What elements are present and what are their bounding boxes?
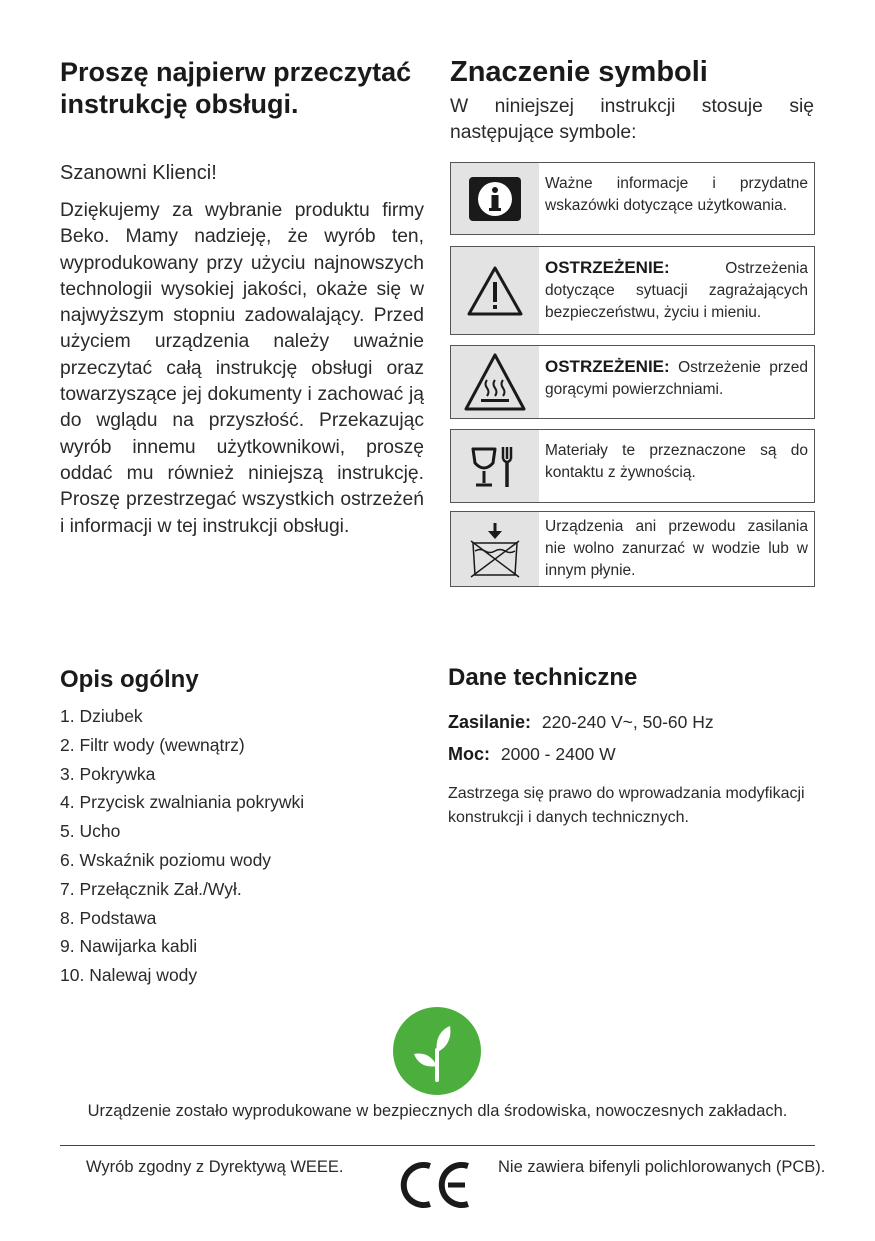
- symbol-immersion-text: Urządzenia ani przewodu zasilania nie wolno zanurzać w wodzie lub w innym płynie.: [545, 518, 808, 579]
- technical-note: Zastrzega się prawo do wprowadzania modyfikacji konstrukcji i danych technicznych.: [448, 785, 805, 826]
- power-supply-label: Zasilanie:: [448, 712, 532, 732]
- intro-title: Proszę najpierw przeczytać instrukcję obsługi.: [60, 57, 412, 119]
- symbols-intro: W niniejszej instrukcji stosuje się następujące symbole:: [450, 96, 814, 143]
- parts-list: [60, 702, 304, 990]
- weee-statement: Wyrób zgodny z Dyrektywą WEEE.: [86, 1158, 344, 1176]
- ce-mark-icon: [398, 1158, 474, 1217]
- list-item: 2. Filtr wody (wewnątrz): [60, 734, 245, 755]
- footer-divider: [60, 1145, 815, 1146]
- symbol-food-text: Materiały te przeznaczone są do kontaktu z żywnością.: [545, 442, 808, 481]
- symbol-no-immersion-box: [450, 511, 815, 587]
- power-label: Moc:: [448, 744, 490, 764]
- symbol-food-contact-box: [450, 429, 815, 503]
- symbol-hot-surface-box: [450, 345, 815, 419]
- power-value: 2000 - 2400 W: [500, 744, 616, 764]
- symbol-info-text: Ważne informacje i przydatne wskazówki dotyczące użytkowania.: [545, 175, 808, 214]
- food-contact-icon: [451, 430, 539, 502]
- warning-triangle-icon: [451, 247, 539, 334]
- hot-surface-icon: [451, 346, 539, 418]
- technical-title: Dane techniczne: [448, 664, 638, 691]
- symbols-title: Znaczenie symboli: [450, 56, 708, 88]
- list-item: 5. Ucho: [60, 821, 121, 842]
- eco-leaf-icon: [392, 1006, 482, 1101]
- warning-label: OSTRZEŻENIE:: [545, 258, 670, 277]
- list-item: 9. Nawijarka kabli: [60, 936, 198, 957]
- no-immersion-icon: [451, 512, 539, 586]
- list-item: 7. Przełącznik Zał./Wył.: [60, 878, 242, 899]
- list-item: 1. Dziubek: [60, 706, 143, 726]
- power-supply-row: [448, 712, 714, 733]
- eco-statement: Urządzenie zostało wyprodukowane w bezpiecznych dla środowiska, nowoczesnych zakładach.: [87, 1102, 788, 1120]
- power-row: [448, 744, 616, 765]
- list-item: 4. Przycisk zwalniania pokrywki: [60, 792, 305, 813]
- symbol-info-box: [450, 162, 815, 235]
- intro-body: Dziękujemy za wybranie produktu firmy Beko. Mamy nadzieję, że wyrób ten, wyprodukowany przy użyciu najnowszych technologii wysokiej jakości, okaże się w najwyższym stopniu zadowalający. Przed użyciem urządzenia należy uważnie przeczytać całą instrukcję obsługi oraz towarzyszące jej dokumenty i zachować ją do wglądu na przyszłość. Przekazując wyrób innemu użytkownikowi, proszę oddać mu również niniejszą instrukcję. Proszę przestrzegać wszystkich ostrzeżeń i informacji w tej instrukcji obsługi.: [60, 200, 424, 537]
- symbol-warning-text: Ostrzeżenia dotyczące sytuacji zagrażających bezpieczeństwu, życiu i mieniu.: [545, 260, 808, 321]
- list-item: 10. Nalewaj wody: [60, 965, 198, 986]
- symbol-hot-text: Ostrzeżenie przed gorącymi powierzchniami.: [545, 359, 809, 398]
- info-icon: [451, 163, 539, 234]
- list-item: 8. Podstawa: [60, 907, 157, 928]
- hot-warning-label: OSTRZEŻENIE:: [545, 357, 670, 376]
- description-title: Opis ogólny: [60, 666, 199, 693]
- list-item: 3. Pokrywka: [60, 763, 156, 784]
- list-item: 6. Wskaźnik poziomu wody: [60, 849, 272, 870]
- power-supply-value: 220-240 V~, 50-60 Hz: [541, 712, 714, 732]
- symbol-warning-box: [450, 246, 815, 335]
- pcb-statement: Nie zawiera bifenyli polichlorowanych (PCB).: [498, 1158, 826, 1176]
- greeting: Szanowni Klienci!: [60, 162, 217, 184]
